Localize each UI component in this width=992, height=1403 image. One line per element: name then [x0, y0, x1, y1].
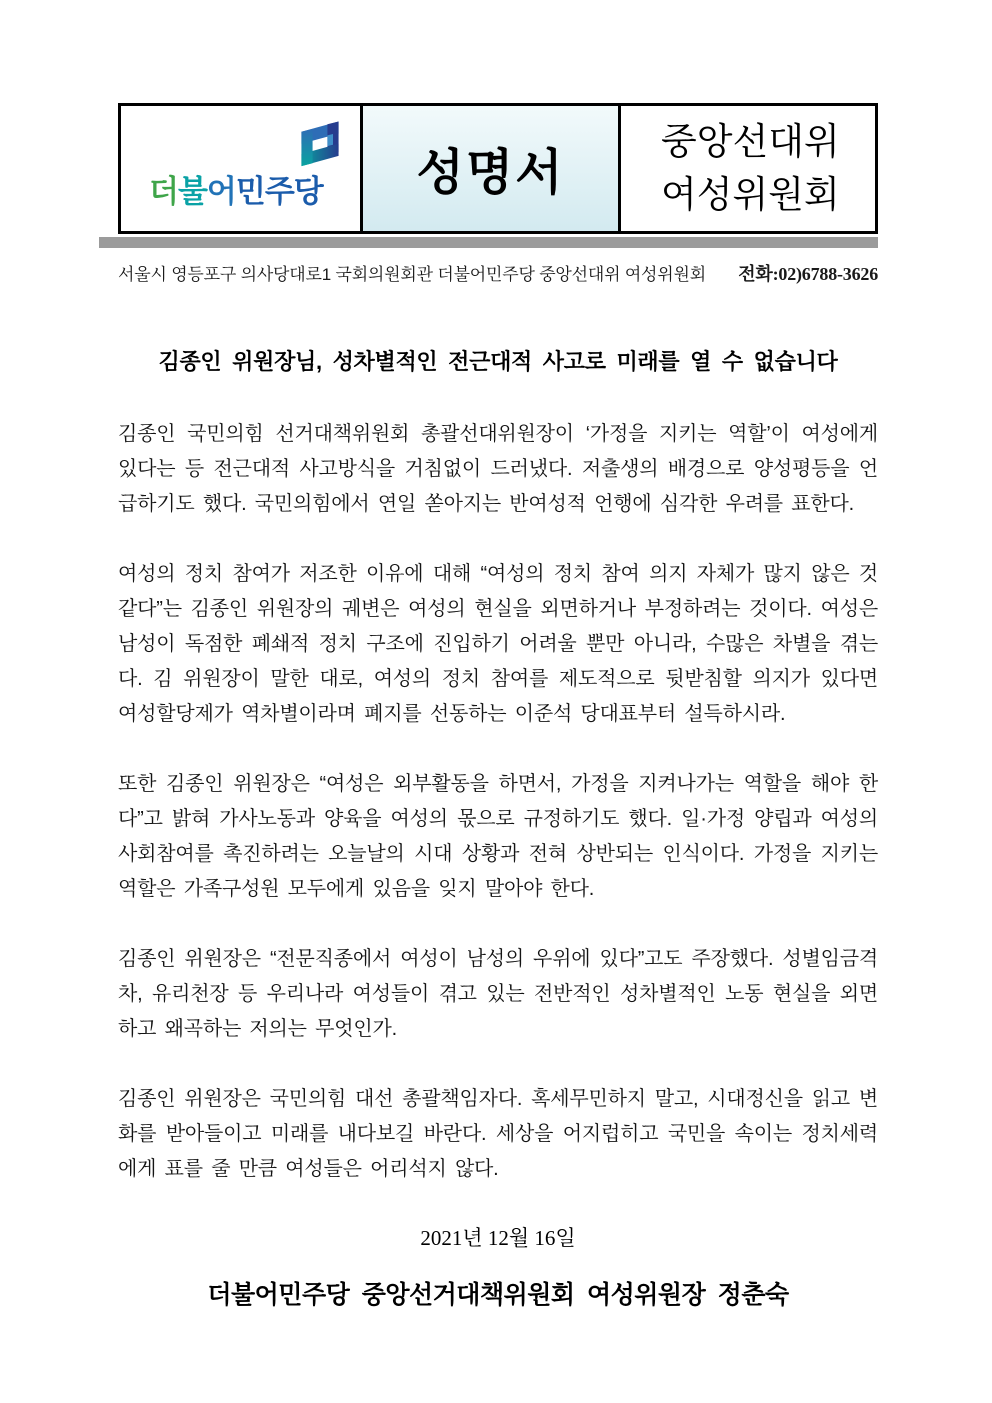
statement-paragraph-1: 김종인 국민의힘 선거대책위원회 총괄선대위원장이 ‘가정을 지키는 역할’이 여성에게 있다는 등 전근대적 사고방식을 거침없이 드러냈다. 저출생의 배경으로 양성평등을 언급하기도 했다. 국민의힘에서 연일 쏟아지는 반여성적 언행에 심각한 우려를 표한다.: [118, 423, 878, 515]
party-name-syllable: 더: [149, 174, 178, 209]
document-type-label: 성명서: [416, 145, 565, 200]
party-name-syllable: 당: [293, 174, 323, 209]
party-name-syllable: 어: [206, 174, 236, 209]
letterhead: [118, 103, 878, 234]
party-name-syllable: 주: [264, 174, 294, 209]
party-flag-icon: [294, 113, 346, 169]
statement-paragraph-5: 김종인 위원장은 국민의힘 대선 총괄책임자다. 혹세무민하지 말고, 시대정신을 읽고 변화를 받아들이고 미래를 내다보길 바란다. 세상을 어지럽히고 국민을 속이는 정치세력에게 표를 줄 만큼 여성들은 어리석지 않다.: [118, 1088, 878, 1180]
statement-title: 김종인 위원장님, 성차별적인 전근대적 사고로 미래를 열 수 없습니다: [158, 349, 838, 374]
signature-line: 더불어민주당 중앙선거대책위원회 여성위원장 정춘숙: [207, 1281, 789, 1309]
committee-name: [621, 106, 875, 231]
committee-name-line2: 여성위원회: [661, 174, 840, 216]
header-divider-bar: [99, 237, 878, 248]
statement-paragraph-2: 여성의 정치 참여가 저조한 이유에 대해 “여성의 정치 참여 의지 자체가 많지 않은 것 같다”는 김종인 위원장의 궤변은 여성의 현실을 외면하거나 부정하려는 것이다. 여성은 남성이 독점한 폐쇄적 정치 구조에 진입하기 어려울 뿐만 아니라, 수많은 차별을 겪는다. 김 위원장이 말한 대로, 여성의 정치 참여를 제도적으로 뒷받침할 의지가 있다면 여성할당제가 역차별이라며 폐지를 선동하는 이준석 당대표부터 설득하시라.: [118, 563, 878, 725]
party-name-syllable: 불: [177, 174, 207, 209]
contact-line: [118, 260, 878, 286]
party-name-syllable: 민: [235, 174, 265, 209]
phone-number: 전화:02)6788-3626: [738, 264, 878, 284]
party-name: [149, 166, 323, 211]
committee-name-line1: 중앙선대위: [661, 121, 840, 163]
statement-paragraph-3: 또한 김종인 위원장은 “여성은 외부활동을 하면서, 가정을 지켜나가는 역할을 해야 한다”고 밝혀 가사노동과 양육을 여성의 몫으로 규정하기도 했다. 일·가정 양립과 여성의 사회참여를 촉진하려는 오늘날의 시대 상황과 전혀 상반되는 인식이다. 가정을 지키는 역할은 가족구성원 모두에게 있음을 잊지 말아야 한다.: [118, 773, 878, 900]
party-logo: [121, 106, 360, 231]
statement-date: 2021년 12월 16일: [420, 1226, 576, 1250]
statement-paragraph-4: 김종인 위원장은 “전문직종에서 여성이 남성의 우위에 있다”고도 주장했다. 성별임금격차, 유리천장 등 우리나라 여성들이 겪고 있는 전반적인 성차별적인 노동 현실을 외면하고 왜곡하는 저의는 무엇인가.: [118, 948, 878, 1040]
address-text: 서울시 영등포구 의사당대로1 국회의원회관 더불어민주당 중앙선대위 여성위원회: [118, 265, 706, 284]
statement-body: [118, 417, 878, 1187]
document-type-banner: [360, 106, 621, 231]
